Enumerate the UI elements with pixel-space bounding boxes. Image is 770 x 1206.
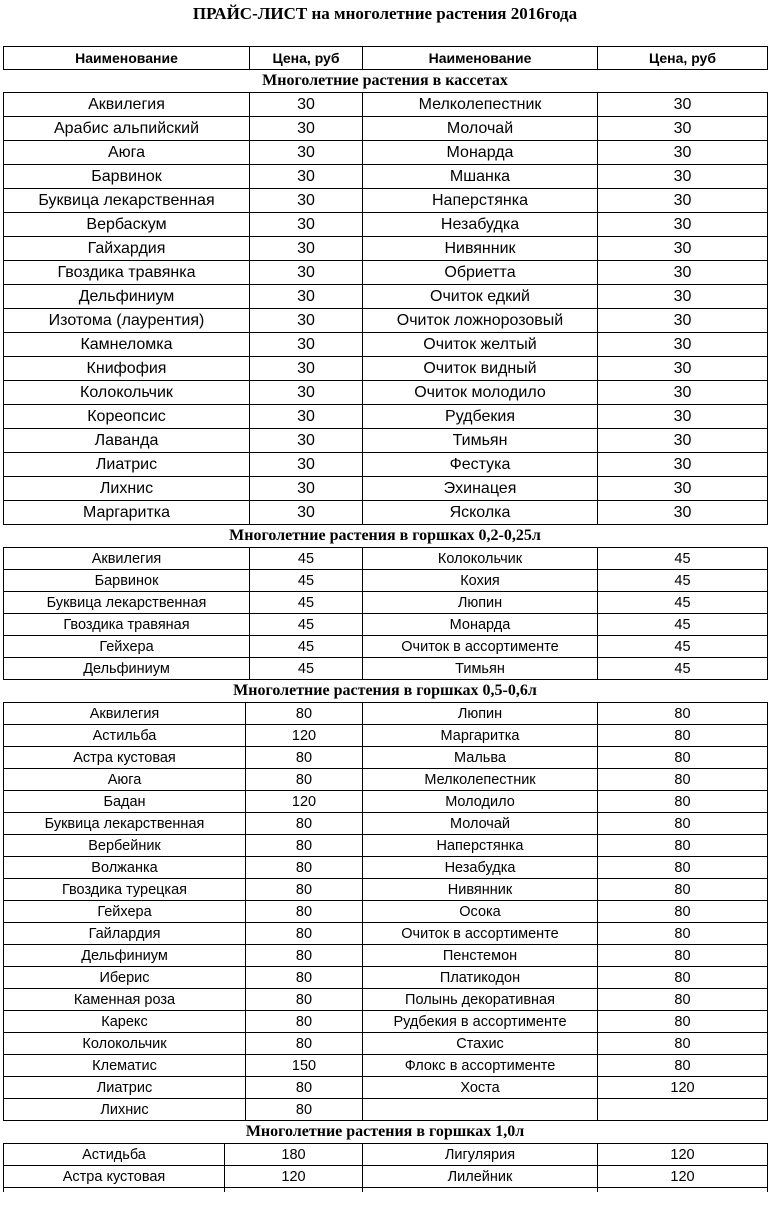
price-cell: 30 bbox=[250, 333, 363, 357]
header-price-2: Цена, руб bbox=[598, 47, 768, 70]
table-pots-06 bbox=[3, 702, 768, 1121]
plant-name-cell: Лилейник bbox=[363, 1166, 598, 1188]
plant-name-cell: Незабудка bbox=[363, 213, 598, 237]
price-cell: 80 bbox=[246, 1077, 363, 1099]
price-cell: 80 bbox=[246, 857, 363, 879]
plant-name-cell: Очиток в ассортименте bbox=[363, 923, 598, 945]
price-cell: 30 bbox=[250, 141, 363, 165]
plant-name-cell: Колокольчик bbox=[4, 381, 250, 405]
price-cell: 30 bbox=[598, 501, 768, 525]
plant-name-cell: Молодило bbox=[363, 791, 598, 813]
price-cell: 30 bbox=[250, 117, 363, 141]
plant-name-cell: Очиток желтый bbox=[363, 333, 598, 357]
plant-name-cell: Лихнис bbox=[4, 477, 250, 501]
plant-name-cell: Лиатрис bbox=[4, 453, 250, 477]
plant-name-cell: Гейхера bbox=[4, 901, 246, 923]
table-row bbox=[4, 548, 768, 570]
table-row bbox=[4, 570, 768, 592]
plant-name-cell: Эхинацея bbox=[363, 477, 598, 501]
price-cell: 30 bbox=[598, 357, 768, 381]
plant-name-cell: Монарда bbox=[363, 141, 598, 165]
plant-name-cell: Люпин bbox=[363, 703, 598, 725]
plant-name-cell: Кохия bbox=[363, 570, 598, 592]
plant-name-cell: Платикодон bbox=[363, 967, 598, 989]
price-cell: 80 bbox=[246, 989, 363, 1011]
price-cell: 180 bbox=[225, 1144, 363, 1166]
price-cell: 30 bbox=[250, 501, 363, 525]
empty-cell bbox=[598, 1188, 768, 1193]
plant-name-cell: Дельфиниум bbox=[4, 945, 246, 967]
plant-name-cell: Арабис альпийский bbox=[4, 117, 250, 141]
price-cell: 30 bbox=[250, 237, 363, 261]
price-cell: 30 bbox=[250, 405, 363, 429]
price-cell: 80 bbox=[598, 901, 768, 923]
price-cell: 120 bbox=[598, 1144, 768, 1166]
price-cell: 80 bbox=[246, 769, 363, 791]
price-cell: 80 bbox=[246, 1033, 363, 1055]
plant-name-cell: Фестука bbox=[363, 453, 598, 477]
price-cell: 30 bbox=[250, 189, 363, 213]
table-row bbox=[4, 791, 768, 813]
table-row bbox=[4, 333, 768, 357]
price-cell: 80 bbox=[598, 703, 768, 725]
price-cell: 80 bbox=[598, 1033, 768, 1055]
price-cell: 80 bbox=[598, 813, 768, 835]
table-row bbox=[4, 747, 768, 769]
price-cell: 30 bbox=[250, 357, 363, 381]
table-row bbox=[4, 93, 768, 117]
plant-name-cell: Астидьба bbox=[4, 1144, 225, 1166]
plant-name-cell: Хоста bbox=[363, 1077, 598, 1099]
price-cell: 80 bbox=[246, 813, 363, 835]
table-row bbox=[4, 261, 768, 285]
table-row bbox=[4, 813, 768, 835]
plant-name-cell: Изотома (лаурентия) bbox=[4, 309, 250, 333]
price-cell: 120 bbox=[598, 1077, 768, 1099]
section-title-pots-10: Многолетние растения в горшках 1,0л bbox=[245, 1123, 525, 1140]
price-cell: 120 bbox=[225, 1166, 363, 1188]
table-row bbox=[4, 1033, 768, 1055]
price-cell: 80 bbox=[598, 747, 768, 769]
price-cell: 30 bbox=[598, 189, 768, 213]
price-cell: 45 bbox=[250, 658, 363, 680]
price-cell: 80 bbox=[246, 923, 363, 945]
plant-name-cell: Мелколепестник bbox=[363, 769, 598, 791]
plant-name-cell: Волжанка bbox=[4, 857, 246, 879]
price-cell: 120 bbox=[246, 791, 363, 813]
plant-name-cell: Барвинок bbox=[4, 570, 250, 592]
price-cell: 30 bbox=[250, 93, 363, 117]
plant-name-cell: Стахис bbox=[363, 1033, 598, 1055]
table-row bbox=[4, 381, 768, 405]
plant-name-cell: Буквица лекарственная bbox=[4, 813, 246, 835]
table-row bbox=[4, 357, 768, 381]
price-cell: 80 bbox=[598, 967, 768, 989]
plant-name-cell: Молочай bbox=[363, 117, 598, 141]
table-row bbox=[4, 309, 768, 333]
plant-name-cell: Гвоздика травяная bbox=[4, 614, 250, 636]
table-row bbox=[4, 967, 768, 989]
price-cell: 30 bbox=[598, 477, 768, 501]
price-cell: 150 bbox=[246, 1055, 363, 1077]
plant-name-cell: Дельфиниум bbox=[4, 285, 250, 309]
plant-name-cell: Вербаскум bbox=[4, 213, 250, 237]
price-cell: 80 bbox=[246, 901, 363, 923]
plant-name-cell: Очиток ложнорозовый bbox=[363, 309, 598, 333]
table-row-cut-off bbox=[4, 1188, 768, 1193]
price-cell: 80 bbox=[598, 791, 768, 813]
price-cell: 30 bbox=[250, 261, 363, 285]
section-title-pots-06: Многолетние растения в горшках 0,5-0,6л bbox=[233, 682, 537, 699]
price-cell: 120 bbox=[246, 725, 363, 747]
table-row bbox=[4, 1011, 768, 1033]
plant-name-cell: Маргаритка bbox=[363, 725, 598, 747]
plant-name-cell: Очиток едкий bbox=[363, 285, 598, 309]
price-cell: 30 bbox=[250, 165, 363, 189]
table-row bbox=[4, 923, 768, 945]
price-cell: 45 bbox=[598, 592, 768, 614]
plant-name-cell: Дельфиниум bbox=[4, 658, 250, 680]
price-cell: 30 bbox=[250, 285, 363, 309]
price-cell: 80 bbox=[246, 1011, 363, 1033]
plant-name-cell: Лаванда bbox=[4, 429, 250, 453]
price-cell: 80 bbox=[598, 1055, 768, 1077]
plant-name-cell: Флокс в ассортименте bbox=[363, 1055, 598, 1077]
price-cell: 30 bbox=[598, 429, 768, 453]
price-cell: 30 bbox=[598, 309, 768, 333]
plant-name-cell: Колокольчик bbox=[4, 1033, 246, 1055]
table-row bbox=[4, 189, 768, 213]
price-cell: 30 bbox=[598, 237, 768, 261]
price-cell: 80 bbox=[246, 835, 363, 857]
price-cell: 80 bbox=[598, 725, 768, 747]
price-cell: 30 bbox=[598, 405, 768, 429]
price-cell: 30 bbox=[598, 285, 768, 309]
table-row bbox=[4, 237, 768, 261]
plant-name-cell: Аквилегия bbox=[4, 93, 250, 117]
plant-name-cell: Наперстянка bbox=[363, 835, 598, 857]
plant-name-cell: Очиток видный bbox=[363, 357, 598, 381]
price-cell: 80 bbox=[246, 1099, 363, 1121]
plant-name-cell: Молочай bbox=[363, 813, 598, 835]
plant-name-cell: Очиток в ассортименте bbox=[363, 636, 598, 658]
plant-name-cell: Нивянник bbox=[363, 879, 598, 901]
price-cell: 45 bbox=[250, 548, 363, 570]
price-cell: 45 bbox=[250, 636, 363, 658]
header-name-2: Наименование bbox=[363, 47, 598, 70]
price-cell: 30 bbox=[250, 381, 363, 405]
price-cell: 30 bbox=[598, 381, 768, 405]
table-row bbox=[4, 1144, 768, 1166]
price-cell: 80 bbox=[598, 989, 768, 1011]
table-row bbox=[4, 769, 768, 791]
price-cell: 80 bbox=[246, 967, 363, 989]
plant-name-cell: Нивянник bbox=[363, 237, 598, 261]
table-row bbox=[4, 879, 768, 901]
plant-name-cell: Гайлардия bbox=[4, 923, 246, 945]
price-list bbox=[3, 46, 767, 1192]
table-row bbox=[4, 141, 768, 165]
plant-name-cell: Гвоздика травянка bbox=[4, 261, 250, 285]
table-row bbox=[4, 117, 768, 141]
price-cell: 120 bbox=[598, 1166, 768, 1188]
plant-name-cell: Лиатрис bbox=[4, 1077, 246, 1099]
plant-name-cell: Аюга bbox=[4, 141, 250, 165]
plant-name-cell: Обриетта bbox=[363, 261, 598, 285]
table-pots-10 bbox=[3, 1143, 768, 1192]
price-cell: 30 bbox=[250, 213, 363, 237]
plant-name-cell: Бадан bbox=[4, 791, 246, 813]
plant-name-cell: Мелколепестник bbox=[363, 93, 598, 117]
table-row bbox=[4, 901, 768, 923]
price-cell: 45 bbox=[250, 570, 363, 592]
header-row bbox=[4, 47, 768, 70]
plant-name-cell: Тимьян bbox=[363, 429, 598, 453]
plant-name-cell: Пенстемон bbox=[363, 945, 598, 967]
plant-name-cell: Мальва bbox=[363, 747, 598, 769]
price-cell: 30 bbox=[598, 141, 768, 165]
table-pots-025 bbox=[3, 547, 768, 680]
plant-name-cell bbox=[363, 1099, 598, 1121]
plant-name-cell: Аквилегия bbox=[4, 548, 250, 570]
table-cassettes bbox=[3, 92, 768, 525]
plant-name-cell: Барвинок bbox=[4, 165, 250, 189]
table-row bbox=[4, 165, 768, 189]
price-cell: 30 bbox=[598, 261, 768, 285]
price-cell: 45 bbox=[250, 592, 363, 614]
price-cell: 45 bbox=[598, 614, 768, 636]
price-cell: 30 bbox=[598, 453, 768, 477]
table-row bbox=[4, 429, 768, 453]
price-cell: 30 bbox=[250, 453, 363, 477]
plant-name-cell: Гайхардия bbox=[4, 237, 250, 261]
table-row bbox=[4, 835, 768, 857]
plant-name-cell: Ясколка bbox=[363, 501, 598, 525]
price-cell: 80 bbox=[598, 1011, 768, 1033]
table-row bbox=[4, 725, 768, 747]
price-cell: 30 bbox=[598, 93, 768, 117]
price-cell: 30 bbox=[598, 213, 768, 237]
plant-name-cell: Гейхера bbox=[4, 636, 250, 658]
price-cell: 80 bbox=[246, 879, 363, 901]
plant-name-cell: Осока bbox=[363, 901, 598, 923]
plant-name-cell: Очиток молодило bbox=[363, 381, 598, 405]
plant-name-cell: Буквица лекарственная bbox=[4, 592, 250, 614]
table-row bbox=[4, 592, 768, 614]
header-price-1: Цена, руб bbox=[250, 47, 363, 70]
plant-name-cell: Люпин bbox=[363, 592, 598, 614]
plant-name-cell: Рудбекия bbox=[363, 405, 598, 429]
table-row bbox=[4, 658, 768, 680]
table-row bbox=[4, 213, 768, 237]
price-cell bbox=[598, 1099, 768, 1121]
plant-name-cell: Лихнис bbox=[4, 1099, 246, 1121]
plant-name-cell: Кореопсис bbox=[4, 405, 250, 429]
table-row bbox=[4, 989, 768, 1011]
price-cell: 80 bbox=[598, 835, 768, 857]
plant-name-cell: Аюга bbox=[4, 769, 246, 791]
section-title-pots-025: Многолетние растения в горшках 0,2-0,25л bbox=[229, 527, 541, 544]
price-cell: 30 bbox=[250, 429, 363, 453]
plant-name-cell: Вербейник bbox=[4, 835, 246, 857]
empty-cell bbox=[4, 1188, 225, 1193]
plant-name-cell: Колокольчик bbox=[363, 548, 598, 570]
plant-name-cell: Астра кустовая bbox=[4, 747, 246, 769]
price-cell: 45 bbox=[598, 548, 768, 570]
price-cell: 80 bbox=[598, 769, 768, 791]
plant-name-cell: Наперстянка bbox=[363, 189, 598, 213]
plant-name-cell: Иберис bbox=[4, 967, 246, 989]
plant-name-cell: Лигулярия bbox=[363, 1144, 598, 1166]
plant-name-cell: Тимьян bbox=[363, 658, 598, 680]
table-row bbox=[4, 857, 768, 879]
empty-cell bbox=[363, 1188, 598, 1193]
table-row bbox=[4, 945, 768, 967]
price-cell: 30 bbox=[250, 477, 363, 501]
plant-name-cell: Монарда bbox=[363, 614, 598, 636]
table-row bbox=[4, 636, 768, 658]
plant-name-cell: Мшанка bbox=[363, 165, 598, 189]
table-row bbox=[4, 1077, 768, 1099]
header-name-1: Наименование bbox=[4, 47, 250, 70]
plant-name-cell: Каменная роза bbox=[4, 989, 246, 1011]
table-row bbox=[4, 1099, 768, 1121]
plant-name-cell: Книфофия bbox=[4, 357, 250, 381]
plant-name-cell: Клематис bbox=[4, 1055, 246, 1077]
price-cell: 80 bbox=[598, 945, 768, 967]
plant-name-cell: Астильба bbox=[4, 725, 246, 747]
table-row bbox=[4, 285, 768, 309]
table-row bbox=[4, 703, 768, 725]
price-cell: 45 bbox=[250, 614, 363, 636]
table-row bbox=[4, 1055, 768, 1077]
table-row bbox=[4, 1166, 768, 1188]
plant-name-cell: Камнеломка bbox=[4, 333, 250, 357]
price-cell: 80 bbox=[246, 747, 363, 769]
plant-name-cell: Буквица лекарственная bbox=[4, 189, 250, 213]
page-title: ПРАЙС-ЛИСТ на многолетние растения 2016года bbox=[192, 4, 578, 23]
plant-name-cell: Незабудка bbox=[363, 857, 598, 879]
plant-name-cell: Аквилегия bbox=[4, 703, 246, 725]
table-row bbox=[4, 477, 768, 501]
table-row bbox=[4, 614, 768, 636]
price-cell: 30 bbox=[250, 309, 363, 333]
plant-name-cell: Рудбекия в ассортименте bbox=[363, 1011, 598, 1033]
price-cell: 30 bbox=[598, 117, 768, 141]
price-cell: 30 bbox=[598, 165, 768, 189]
table-row bbox=[4, 405, 768, 429]
price-cell: 45 bbox=[598, 570, 768, 592]
price-cell: 45 bbox=[598, 658, 768, 680]
price-cell: 45 bbox=[598, 636, 768, 658]
empty-cell bbox=[225, 1188, 363, 1193]
plant-name-cell: Маргаритка bbox=[4, 501, 250, 525]
price-cell: 80 bbox=[598, 879, 768, 901]
price-cell: 30 bbox=[598, 333, 768, 357]
plant-name-cell: Астра кустовая bbox=[4, 1166, 225, 1188]
price-cell: 80 bbox=[598, 857, 768, 879]
table-row bbox=[4, 453, 768, 477]
section-title-cassettes: Многолетние растения в кассетах bbox=[262, 72, 508, 89]
price-cell: 80 bbox=[246, 945, 363, 967]
price-cell: 80 bbox=[598, 923, 768, 945]
plant-name-cell: Карекс bbox=[4, 1011, 246, 1033]
plant-name-cell: Гвоздика турецкая bbox=[4, 879, 246, 901]
header-table bbox=[3, 46, 768, 70]
plant-name-cell: Полынь декоративная bbox=[363, 989, 598, 1011]
price-cell: 80 bbox=[246, 703, 363, 725]
table-row bbox=[4, 501, 768, 525]
